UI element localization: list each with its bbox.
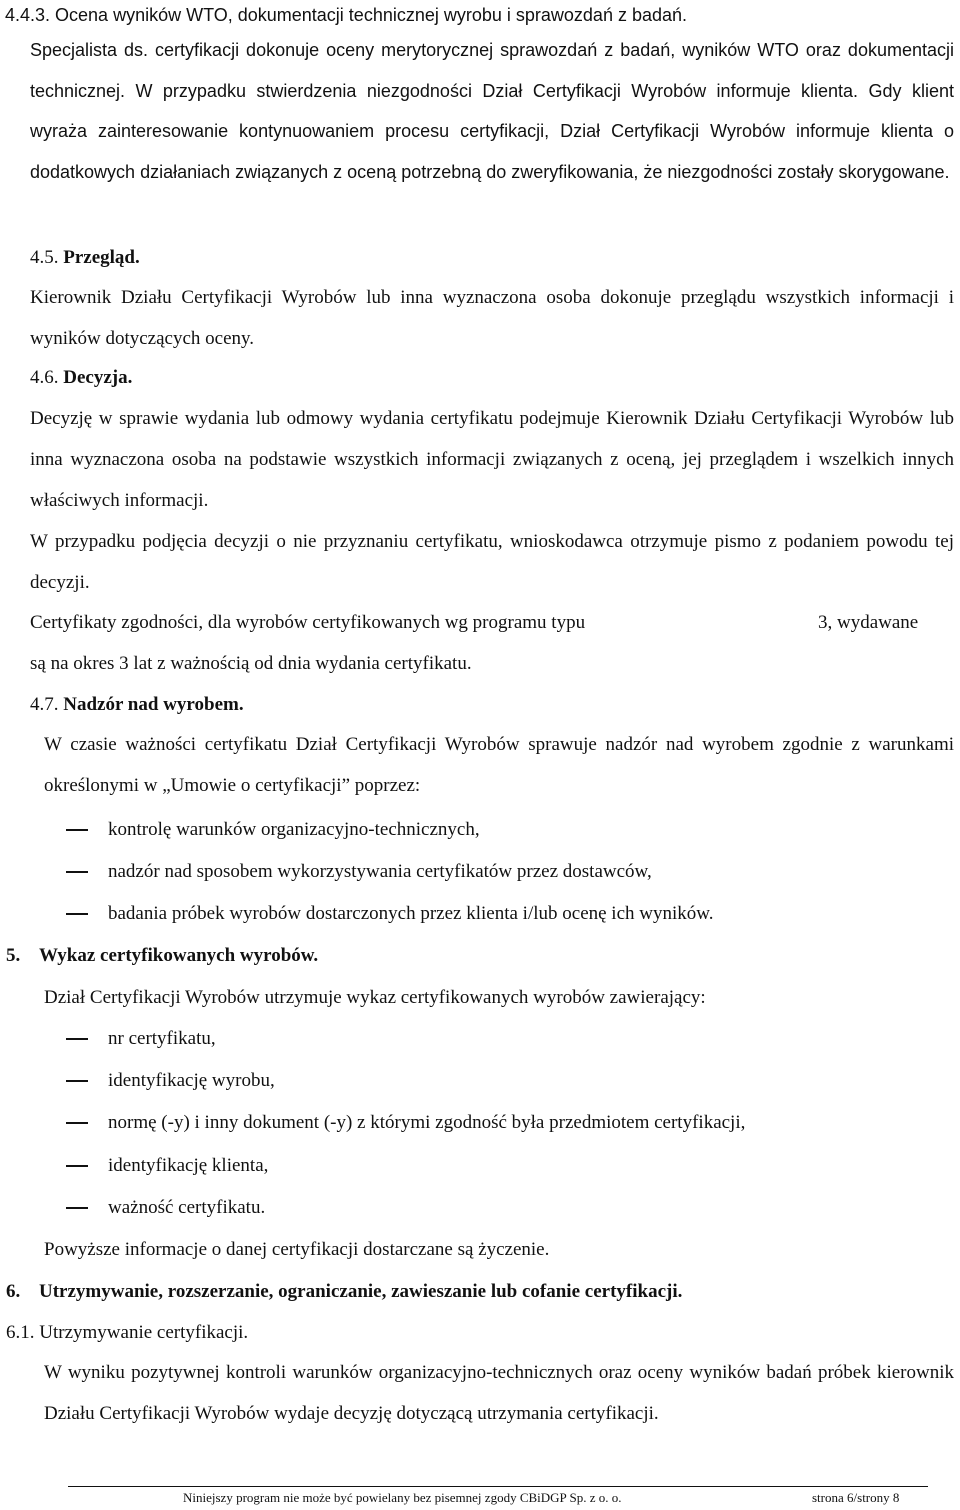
dash-bullet-icon [66, 1080, 88, 1082]
section-4-4-3-body [30, 30, 954, 192]
section-number: 4.6. [30, 367, 59, 388]
section-6-1-paragraph: W wyniku pozytywnej kontroli warunków organizacyjno-technicznych oraz oceny wyników badań próbek kierownik Działu Certyfikacji Wyrobów wydaje decyzję dotyczącą utrzymania certyfikacji. [44, 1362, 954, 1424]
page-number: strona 6/strony 8 [812, 1490, 900, 1505]
list-item: identyfikację klienta, [70, 1154, 268, 1178]
section-4-6-paragraph-3-program-type: 3, wydawane [818, 612, 919, 633]
section-4-6-paragraph-3-line-2: są na okres 3 lat z ważnością od dnia wydania certyfikatu. [30, 653, 472, 674]
section-4-5-paragraph: Kierownik Działu Certyfikacji Wyrobów lub inna wyznaczona osoba dokonuje przeglądu wszystkich informacji i wyników dotyczących oceny. [30, 287, 954, 349]
footer-notice: Niniejszy program nie może być powielany bez pisemnej zgody CBiDGP Sp. z o. o. [183, 1490, 622, 1505]
section-4-7-heading [30, 693, 244, 717]
section-4-6-heading [30, 366, 132, 390]
dash-bullet-icon [66, 871, 88, 873]
section-5-closing: Powyższe informacje o danej certyfikacji dostarczane są życzenie. [44, 1239, 550, 1260]
dash-bullet-icon [66, 1207, 88, 1209]
list-item: ważność certyfikatu. [70, 1196, 265, 1220]
list-item: normę (-y) i inny dokument (-y) z którymi zgodność była przedmiotem certyfikacji, [70, 1111, 745, 1135]
section-4-4-3-paragraph-1: Specjalista ds. certyfikacji dokonuje oceny merytorycznej sprawozdań z badań, wyników WTO oraz dokumentacji technicznej. W przypadku stwierdzenia niezgodności Dział Certyfikacji Wyrobów informuje klienta. [30, 40, 954, 101]
dash-bullet-icon [66, 829, 88, 831]
dash-bullet-icon [66, 1165, 88, 1167]
dash-bullet-icon [66, 1122, 88, 1124]
section-title: Decyzja. [63, 367, 133, 388]
dash-bullet-icon [66, 913, 88, 915]
section-number: 4.7. [30, 694, 59, 715]
section-6-heading [6, 1280, 682, 1304]
section-5-heading [6, 944, 318, 968]
section-6-1-heading: 6.1. Utrzymywanie certyfikacji. [6, 1322, 249, 1343]
section-4-6-paragraph-1: Decyzję w sprawie wydania lub odmowy wydania certyfikatu podejmuje Kierownik Działu Certyfikacji Wyrobów lub inna wyznaczona osoba na podstawie wszystkich informacji związanych z oceną, jej przeglądem i wszelkich innych właściwych informacji. [30, 408, 954, 511]
section-4-6-paragraph-2: W przypadku podjęcia decyzji o nie przyznaniu certyfikatu, wnioskodawca otrzymuje pismo z podaniem powodu tej decyzji. [30, 531, 954, 593]
section-number: 5. [6, 945, 21, 966]
list-item: nadzór nad sposobem wykorzystywania certyfikatów przez dostawców, [70, 860, 652, 884]
section-title: Nadzór nad wyrobem. [63, 694, 244, 715]
list-item: nr certyfikatu, [70, 1027, 216, 1051]
list-item: kontrolę warunków organizacyjno-technicznych, [70, 818, 480, 842]
section-4-7-paragraph: W czasie ważności certyfikatu Dział Certyfikacji Wyrobów sprawuje nadzór nad wyrobem zgodnie z warunkami określonymi w „Umowie o certyfikacji” poprzez: [44, 734, 954, 796]
section-4-5-heading [30, 246, 140, 270]
list-item: badania próbek wyrobów dostarczonych przez klienta i/lub ocenę ich wyników. [70, 902, 714, 926]
section-title: Wykaz certyfikowanych wyrobów. [39, 945, 319, 966]
section-4-6-paragraph-3-line-1: Certyfikaty zgodności, dla wyrobów certyfikowanych wg programu typu [30, 612, 586, 633]
section-5-intro: Dział Certyfikacji Wyrobów utrzymuje wykaz certyfikowanych wyrobów zawierający: [44, 987, 706, 1008]
footer-divider [68, 1486, 928, 1487]
dash-bullet-icon [66, 1038, 88, 1040]
section-number: 6. [6, 1281, 21, 1302]
section-4-4-3-paragraph-2: Gdy klient wyraża zainteresowanie kontynuowaniem procesu certyfikacji, Dział Certyfikacji Wyrobów informuje klienta o dodatkowych działaniach związanych z oceną potrzebną do zweryfikowania, że niezgodności zostały skorygowane. [30, 80, 954, 182]
section-title: Przegląd. [63, 247, 140, 268]
section-number: 4.5. [30, 247, 59, 268]
section-4-4-3-heading: 4.4.3. Ocena wyników WTO, dokumentacji technicznej wyrobu i sprawozdań z badań. [5, 5, 688, 25]
list-item: identyfikację wyrobu, [70, 1069, 275, 1093]
section-title: Utrzymywanie, rozszerzanie, ograniczanie, zawieszanie lub cofanie certyfikacji. [39, 1281, 683, 1302]
